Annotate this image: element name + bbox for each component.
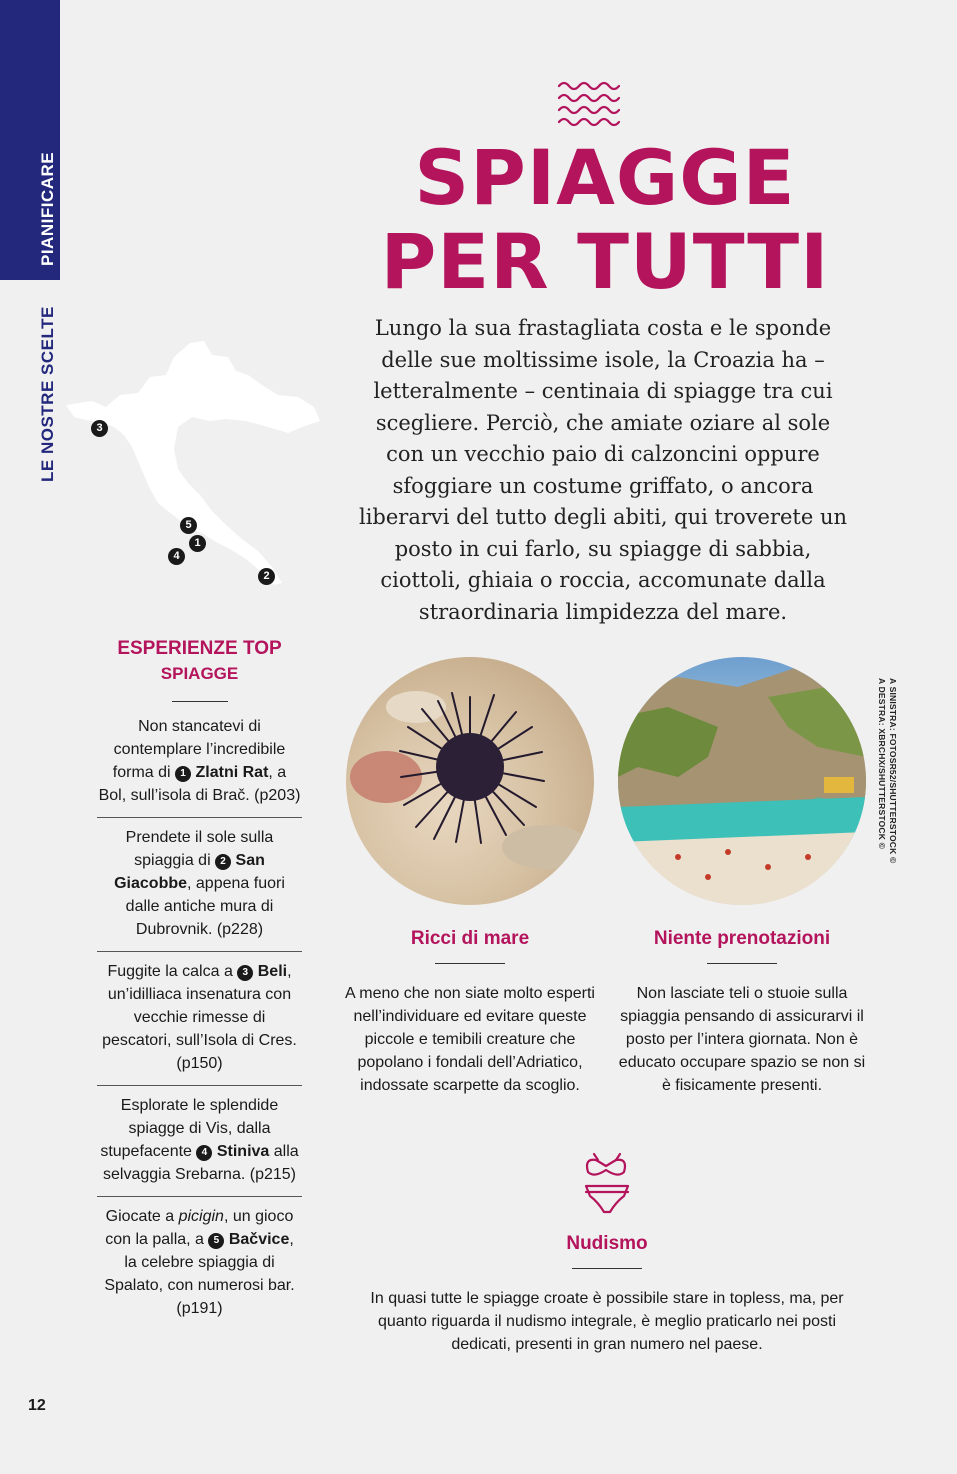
divider: [707, 963, 777, 964]
map-pin-3: 3: [91, 420, 108, 437]
list-item: [97, 951, 302, 1085]
number-marker: 5: [208, 1233, 224, 1249]
beach-image: [618, 657, 866, 905]
list-item: [97, 1085, 302, 1196]
swimsuit-icon: [580, 1150, 634, 1216]
item-text: , appena fuori dalle antiche mura di Dubrovnik. (p228): [125, 875, 285, 938]
croatia-map-shape: [62, 335, 324, 595]
feature-sea-urchins: [336, 927, 604, 1097]
item-text: alla selvaggia Srebarna. (p215): [102, 1143, 299, 1183]
number-marker: 2: [215, 854, 231, 870]
place-name: Beli: [257, 963, 288, 980]
place-name: Zlatni Rat: [195, 764, 269, 781]
feature-text: In quasi tutte le spiagge croate è possibile stare in topless, ma, per quanto riguarda il nudismo integrale, è meglio praticarlo nei posti dedicati, presenti in gran numero nel paese.: [370, 1290, 844, 1353]
croatia-map: [62, 335, 324, 595]
feature-title: Niente prenotazioni: [653, 928, 831, 949]
place-name: San Giacobbe: [114, 852, 265, 892]
feature-nudism: [370, 1232, 844, 1356]
divider: [435, 963, 505, 964]
experiences-title: ESPERIENZE TOP: [117, 638, 282, 659]
beach-photo: [618, 657, 866, 905]
map-pin-2: 2: [258, 568, 275, 585]
item-text: , un’idilliaca insenatura con vecchie rimesse di pescatori, sull’Isola di Cres. (p150): [102, 963, 297, 1072]
number-marker: 1: [175, 766, 191, 782]
photo-credit-text: [876, 678, 898, 863]
waves-icon: [556, 80, 622, 128]
item-text: Prendete il sole sulla spiaggia di: [125, 829, 274, 869]
divider: [572, 1268, 642, 1269]
credit-right: A DESTRA: XBRCHX/SHUTTERSTOCK ©: [877, 678, 887, 850]
sea-urchin-image: [346, 657, 594, 905]
list-item: [97, 715, 302, 817]
title-line-1: SPIAGGE: [414, 133, 796, 222]
feature-text: A meno che non siate molto esperti nell’individuare ed evitare queste piccole e temibili creature che popolano i fondali dell’Adriatico, indossate scarpette da scoglio.: [345, 985, 595, 1094]
feature-no-reservations: [614, 927, 870, 1097]
title-line-2: PER TUTTI: [380, 217, 830, 306]
map-pin-5: 5: [180, 517, 197, 534]
list-item: [97, 1196, 302, 1330]
page-number: 12: [28, 1397, 46, 1414]
feature-text: Non lasciate teli o stuoie sulla spiaggia pensando di assicurarvi il posto per l’intera giornata. Non è educato occupare spazio se non si è fisicamente presenti.: [618, 985, 866, 1094]
item-text: , a Bol, sull’isola di Brač. (p203): [98, 764, 301, 804]
experiences-subtitle: SPIAGGE: [160, 664, 239, 683]
number-marker: 4: [196, 1145, 212, 1161]
list-item: [97, 817, 302, 951]
item-text: Fuggite la calca a: [107, 963, 233, 980]
feature-title: Nudismo: [566, 1233, 648, 1254]
item-text: , un gioco con la palla, a: [105, 1208, 294, 1248]
page-title: [340, 133, 870, 306]
experience-list: [97, 715, 302, 1330]
item-text: Non stancatevi di contemplare l’incredibile forma di: [112, 718, 286, 781]
section-label: PIANIFICARE: [38, 151, 57, 266]
subsection-label: LE NOSTRE SCELTE: [38, 306, 57, 482]
item-text: Giocate a: [105, 1208, 175, 1225]
item-text: Esplorate le splendide spiagge di Vis, dalla stupefacente: [100, 1097, 279, 1160]
sea-urchin-photo: [346, 657, 594, 905]
experiences-heading: [97, 636, 302, 686]
place-name: Bačvice: [228, 1231, 290, 1248]
divider: [172, 701, 228, 702]
map-pin-4: 4: [168, 548, 185, 565]
place-name: Stiniva: [216, 1143, 270, 1160]
photo-credit: [872, 678, 898, 888]
top-experiences: [97, 636, 302, 1330]
map-pin-1: 1: [189, 535, 206, 552]
item-text: , la celebre spiaggia di Spalato, con numerosi bar. (p191): [104, 1231, 295, 1317]
number-marker: 3: [237, 965, 253, 981]
item-emphasis: picigin: [178, 1208, 224, 1225]
intro-paragraph: Lungo la sua frastagliata costa e le sponde delle sue moltissime isole, la Croazia ha – letteralmente – centinaia di spiagge tra cui scegliere. Perciò, che amiate oziare al sole con un vecchio paio di calzoncini oppure sfoggiare un costume griffato, o ancora liberarvi del tutto degli abiti, qui troverete un posto in cui farlo, su spiagge di sabbia, ciottoli, ghiaia o roccia, accomunate dalla straordinaria limpidezza del mare.: [358, 316, 847, 624]
feature-title: Ricci di mare: [410, 928, 530, 949]
credit-left: A SINISTRA: FOTOSR52/SHUTTERSTOCK ©: [888, 678, 898, 864]
